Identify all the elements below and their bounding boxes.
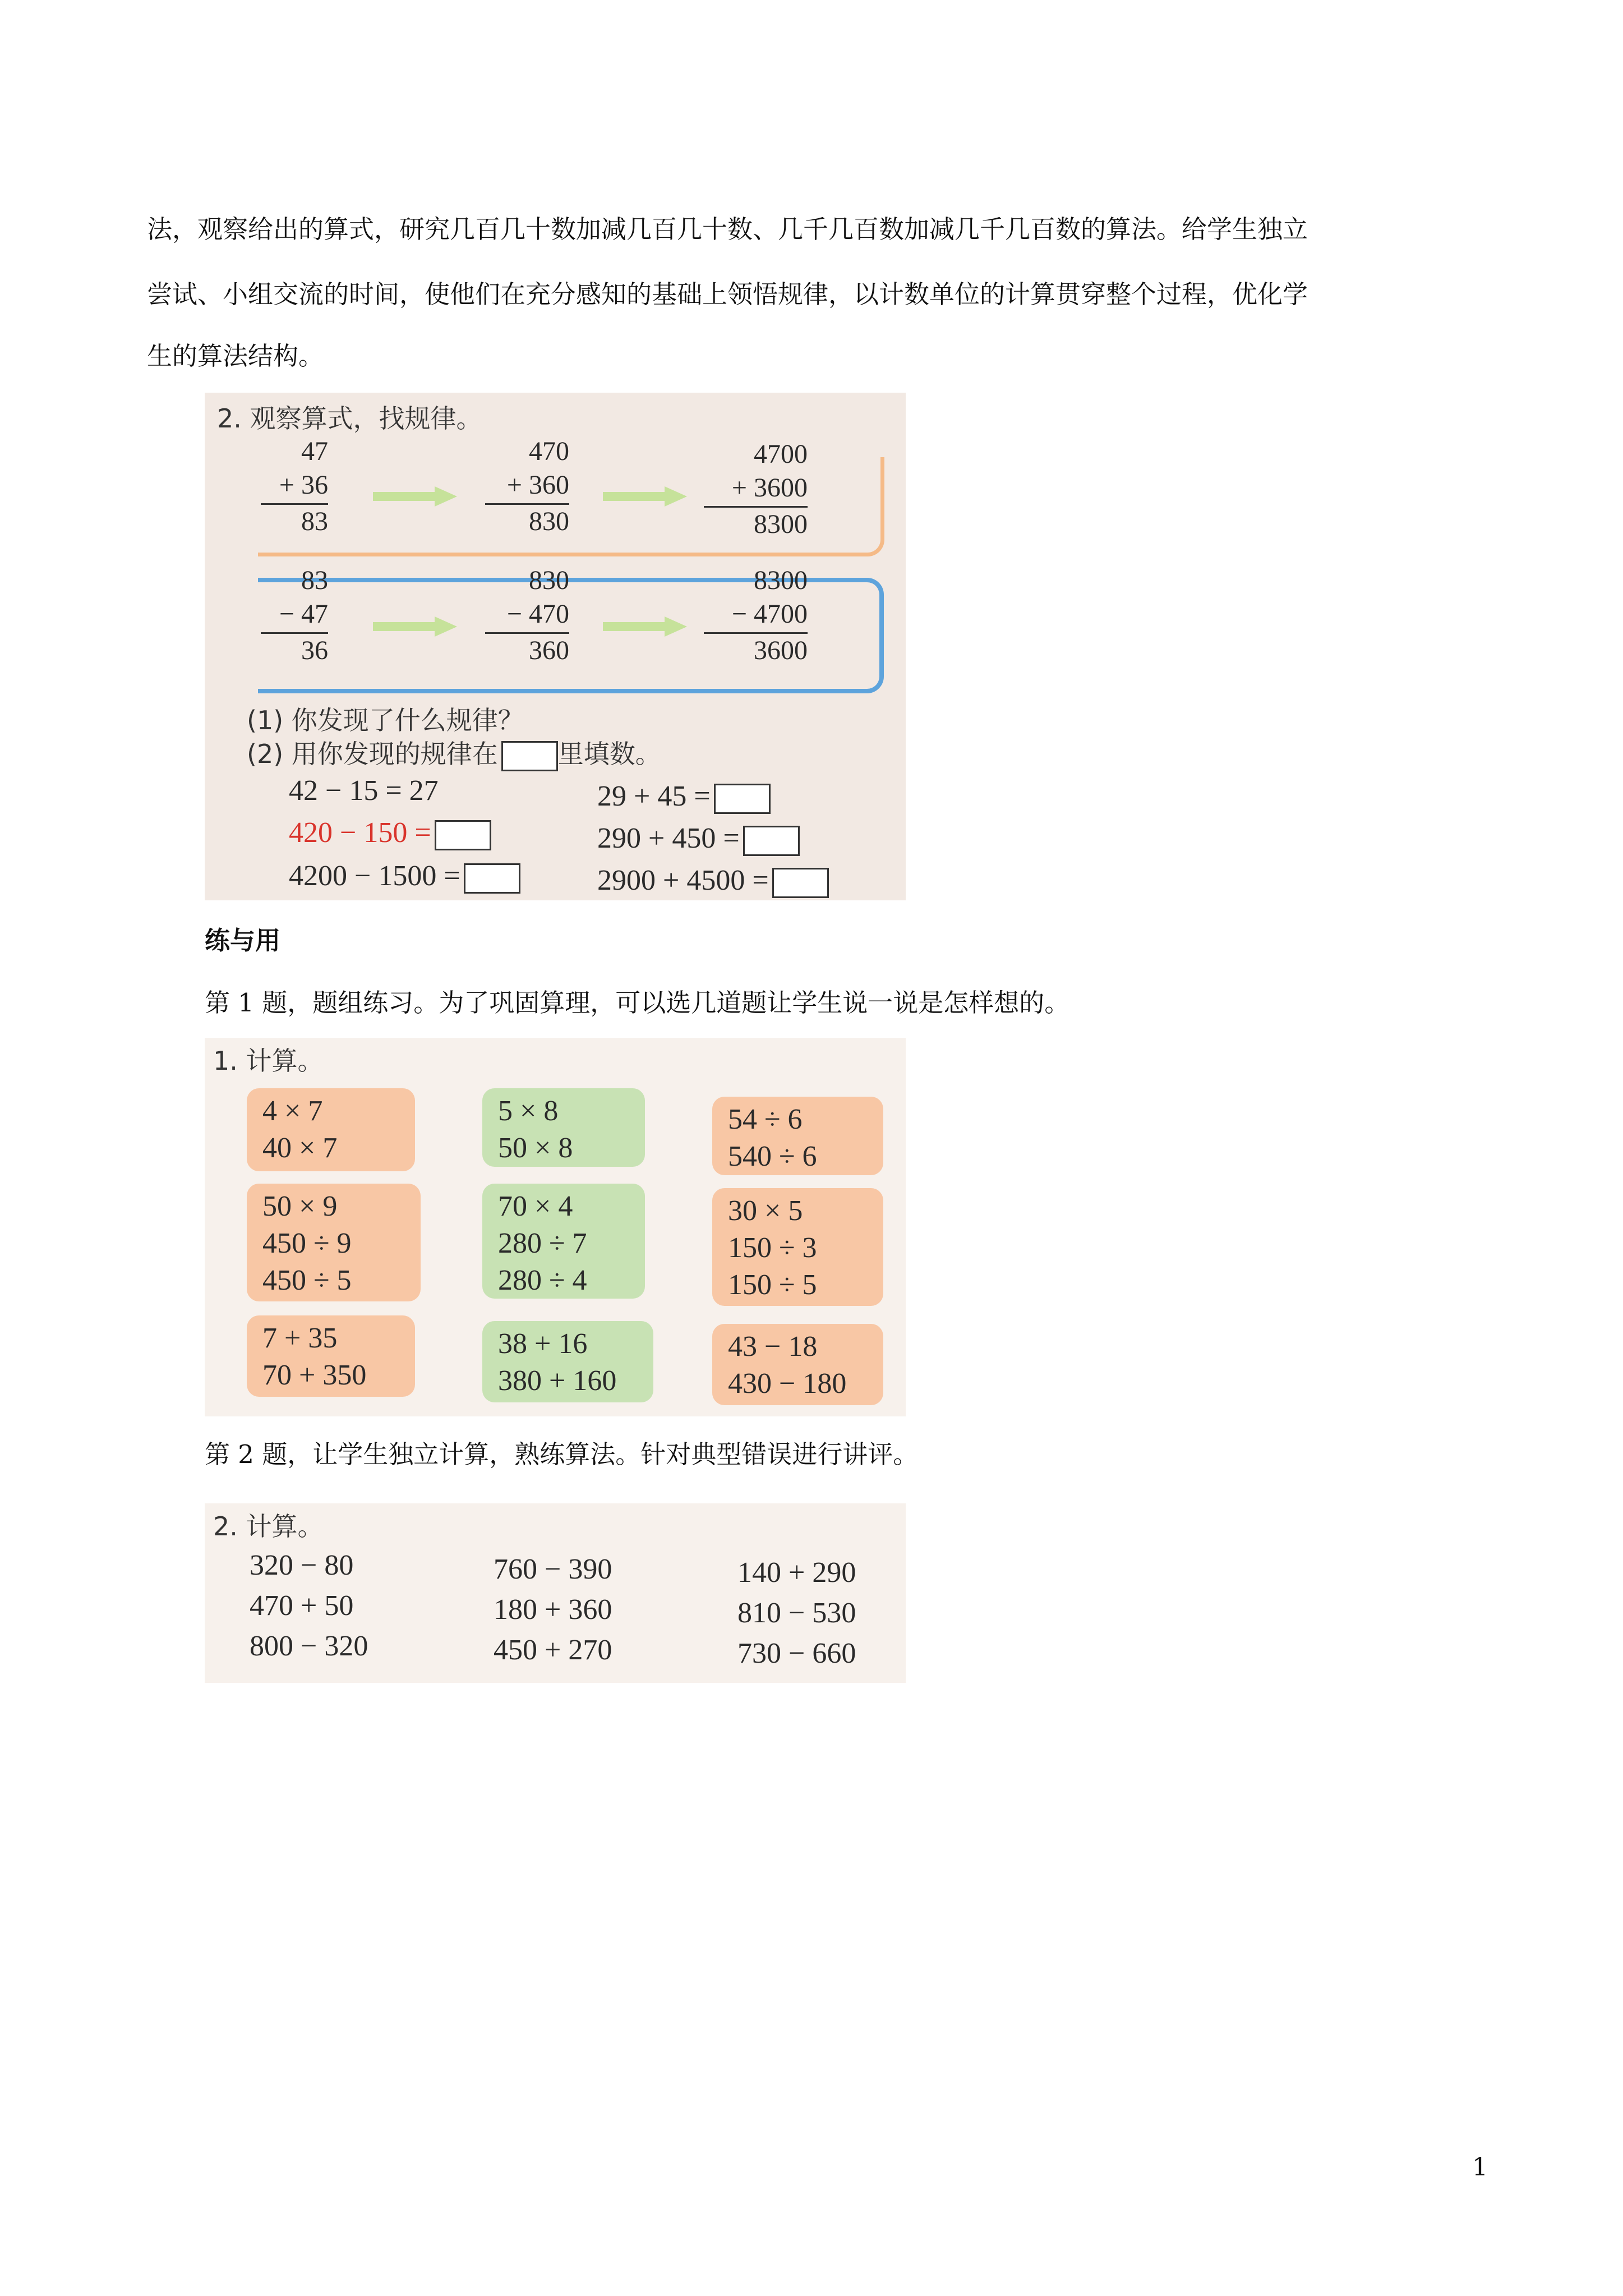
vertical-addition-3 — [704, 438, 808, 541]
expression: 30 × 5 — [728, 1195, 803, 1227]
problem-card — [712, 1097, 883, 1175]
blank-box — [501, 741, 558, 771]
exercise2-image — [205, 393, 906, 900]
problem-card — [247, 1315, 415, 1397]
equation-text: 2900 + 4500 = — [597, 864, 769, 896]
equation-text: 420 − 150 = — [289, 817, 431, 849]
operand: + 3600 — [731, 473, 808, 503]
section-heading: 练与用 — [205, 926, 281, 955]
expression: 180 + 360 — [494, 1594, 612, 1626]
problem-card — [247, 1088, 415, 1171]
equation-right-3 — [597, 864, 829, 898]
question-1: (1) 你发现了什么规律？ — [247, 705, 524, 735]
intro-line-3: 生的算法结构。 — [147, 341, 324, 371]
question-2-description: 第 2 题，让学生独立计算，熟练算法。针对典型错误进行讲评。 — [205, 1439, 919, 1469]
equation-text: 290 + 450 = — [597, 822, 740, 854]
vertical-subtraction-2 — [485, 564, 569, 668]
equation-left-3 — [289, 859, 520, 894]
arrow-right-icon — [373, 485, 457, 508]
operand: 8300 — [754, 565, 808, 595]
expression: 140 + 290 — [737, 1557, 856, 1589]
expression: 50 × 9 — [262, 1190, 338, 1222]
expression: 70 × 4 — [498, 1190, 573, 1222]
expression: 430 − 180 — [728, 1368, 847, 1400]
expression: 320 − 80 — [250, 1549, 354, 1581]
expression: 380 + 160 — [498, 1365, 617, 1397]
equation-right-1 — [597, 780, 771, 814]
expression: 450 + 270 — [494, 1634, 612, 1666]
arrow-right-icon — [603, 485, 687, 508]
answer-box[interactable] — [464, 863, 520, 894]
result: 830 — [529, 507, 569, 536]
problem-card — [482, 1321, 653, 1402]
vertical-addition-2 — [485, 435, 569, 539]
problem-card — [482, 1088, 645, 1167]
answer-box[interactable] — [435, 820, 491, 850]
equation-right-2 — [597, 822, 800, 856]
question-2 — [247, 734, 661, 771]
page-number: 1 — [1472, 2153, 1488, 2182]
arrow-right-icon — [603, 615, 687, 638]
intro-line-1: 法，观察给出的算式，研究几百几十数加减几百几十数、几千几百数加减几千几百数的算法。给学生独立 — [147, 214, 1308, 244]
expression: 50 × 8 — [498, 1132, 573, 1164]
operand: 4700 — [754, 439, 808, 469]
expression: 800 − 320 — [250, 1630, 368, 1662]
result: 8300 — [754, 509, 808, 539]
equation-text: 4200 − 1500 = — [289, 860, 460, 892]
expression: 730 − 660 — [737, 1637, 856, 1669]
problem-card — [712, 1324, 883, 1405]
calculation-2-image — [205, 1503, 906, 1683]
expression: 540 ÷ 6 — [728, 1140, 817, 1172]
expression: 760 − 390 — [494, 1553, 612, 1585]
expression: 280 ÷ 4 — [498, 1264, 587, 1296]
operand: + 360 — [506, 470, 569, 500]
expression: 150 ÷ 3 — [728, 1232, 817, 1264]
expression: 450 ÷ 5 — [262, 1264, 352, 1296]
column-3 — [737, 1553, 856, 1674]
answer-box[interactable] — [772, 868, 829, 898]
result: 83 — [301, 507, 328, 536]
operand: − 4700 — [731, 599, 808, 629]
operand: − 47 — [279, 599, 328, 629]
problem-card — [482, 1184, 645, 1299]
expression: 450 ÷ 9 — [262, 1227, 352, 1259]
result: 3600 — [754, 636, 808, 665]
expression: 38 + 16 — [498, 1328, 588, 1360]
operand: 830 — [529, 565, 569, 595]
operand: 47 — [301, 436, 328, 466]
operand: + 36 — [279, 470, 328, 500]
exercise2-title: 2. 观察算式，找规律。 — [217, 403, 482, 434]
vertical-addition-1 — [261, 435, 328, 539]
expression: 7 + 35 — [262, 1322, 338, 1354]
calculation-1-image — [205, 1038, 906, 1416]
expression: 43 − 18 — [728, 1331, 818, 1363]
problem-card — [712, 1188, 883, 1306]
equation-left-1: 42 − 15 = 27 — [289, 775, 439, 807]
intro-line-2: 尝试、小组交流的时间，使他们在充分感知的基础上领悟规律，以计数单位的计算贯穿整个过程，优化学 — [147, 279, 1308, 309]
expression: 470 + 50 — [250, 1590, 354, 1622]
expression: 810 − 530 — [737, 1597, 856, 1629]
result: 36 — [301, 636, 328, 665]
equation-text: 29 + 45 = — [597, 780, 711, 812]
column-2 — [494, 1549, 612, 1671]
arrow-right-icon — [373, 615, 457, 638]
calculation-2-title: 2. 计算。 — [213, 1511, 324, 1542]
result: 360 — [529, 636, 569, 665]
operand: − 470 — [506, 599, 569, 629]
question-1-description: 第 1 题，题组练习。为了巩固算理，可以选几道题让学生说一说是怎样想的。 — [205, 988, 1070, 1018]
expression: 280 ÷ 7 — [498, 1227, 587, 1259]
operand: 470 — [529, 436, 569, 466]
vertical-subtraction-1 — [261, 564, 328, 668]
problem-card — [247, 1184, 421, 1301]
vertical-subtraction-3 — [704, 564, 808, 668]
question-2-text-end: 里填数。 — [557, 739, 661, 769]
answer-box[interactable] — [743, 826, 800, 856]
expression: 70 + 350 — [262, 1359, 367, 1391]
question-2-text: (2) 用你发现的规律在 — [247, 739, 498, 769]
expression: 150 ÷ 5 — [728, 1269, 817, 1301]
expression: 40 × 7 — [262, 1132, 338, 1164]
expression: 5 × 8 — [498, 1095, 559, 1127]
operand: 83 — [301, 565, 328, 595]
answer-box[interactable] — [714, 784, 771, 814]
column-1 — [250, 1545, 368, 1667]
equation-left-2 — [289, 816, 491, 850]
expression: 54 ÷ 6 — [728, 1103, 803, 1135]
expression: 4 × 7 — [262, 1095, 323, 1127]
calculation-1-title: 1. 计算。 — [213, 1046, 324, 1076]
